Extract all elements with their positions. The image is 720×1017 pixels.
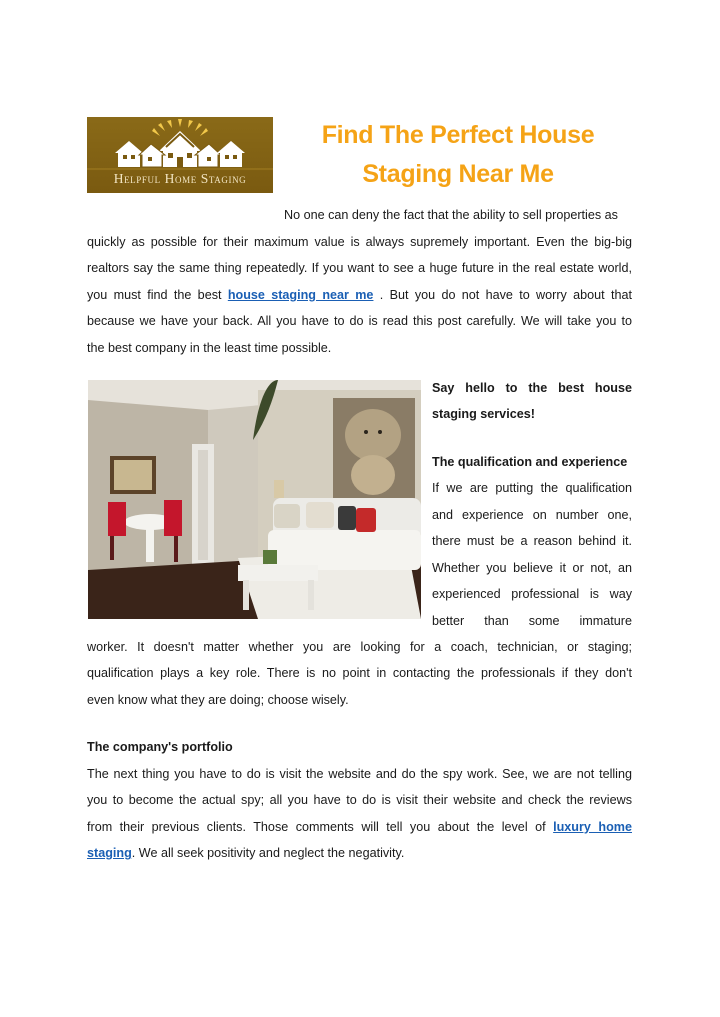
section1-line-1: If we are putting the qualification xyxy=(432,481,632,495)
section2-line-4 xyxy=(87,845,404,861)
title-line-2: Staging Near Me xyxy=(362,160,554,188)
section1-heading-line-2: staging services! xyxy=(432,407,535,421)
section2-line-3 xyxy=(87,819,632,835)
section1-line-7: worker. It doesn't matter whether you are looking for a coach, technician, or staging; xyxy=(87,640,632,654)
intro-line-1: No one can deny the fact that the ability to sell properties as xyxy=(284,208,618,222)
luxury-home-staging-link-part-2[interactable]: staging xyxy=(87,846,132,860)
living-room-image xyxy=(88,380,421,619)
section1-line-3: there must be a reason behind it. xyxy=(432,534,632,548)
title-line-1: Find The Perfect House xyxy=(321,121,595,149)
company-logo xyxy=(87,117,273,193)
section1-line-4: Whether you believe it or not, an xyxy=(432,561,632,575)
qualification-subheading: The qualification and experience xyxy=(432,455,628,469)
portfolio-heading: The company's portfolio xyxy=(87,740,233,754)
house-staging-near-me-link[interactable]: house staging near me xyxy=(227,288,374,302)
section1-line-5: experienced professional is way xyxy=(432,587,632,601)
logo-text: Helpful Home Staging xyxy=(113,171,247,186)
intro-line-6: the best company in the least time possible. xyxy=(87,341,332,355)
intro-line-4-before: you must find the best xyxy=(87,288,228,302)
section1-line-9: even know what they are doing; choose wisely. xyxy=(87,693,349,707)
section1-line-8: qualification plays a key role. There is no point in contacting the professionals if they don't xyxy=(87,666,632,680)
intro-line-4-after: . But you do not have to worry about that xyxy=(379,288,632,302)
intro-line-5: because we have your back. All you have to do is read this post carefully. We will take you to xyxy=(87,314,632,328)
intro-line-4 xyxy=(87,287,632,303)
section1-heading-line-1: Say hello to the best house xyxy=(432,381,632,395)
living-room-photo xyxy=(88,380,421,619)
page-title xyxy=(288,116,628,194)
section1-line-6: better than some immature xyxy=(432,614,632,628)
section2-line-1: The next thing you have to do is visit the website and do the spy work. See, we are not telling xyxy=(87,767,632,781)
section1-line-2: and experience on number one, xyxy=(432,508,632,522)
section2-line-3-before: from their previous clients. Those comments will tell you about the level of xyxy=(87,820,554,834)
intro-line-3: realtors say the same thing repeatedly. If you want to see a huge future in the real estate world, xyxy=(87,261,632,275)
luxury-home-staging-link-part-1[interactable]: luxury home xyxy=(553,820,632,834)
intro-line-2: quickly as possible for their maximum value is always supremely important. Even the big-big xyxy=(87,235,632,249)
section2-line-4-after: . We all seek positivity and neglect the negativity. xyxy=(131,846,405,860)
section2-line-2: you to become the actual spy; all you have to do is visit their website and check the reviews xyxy=(87,793,632,807)
